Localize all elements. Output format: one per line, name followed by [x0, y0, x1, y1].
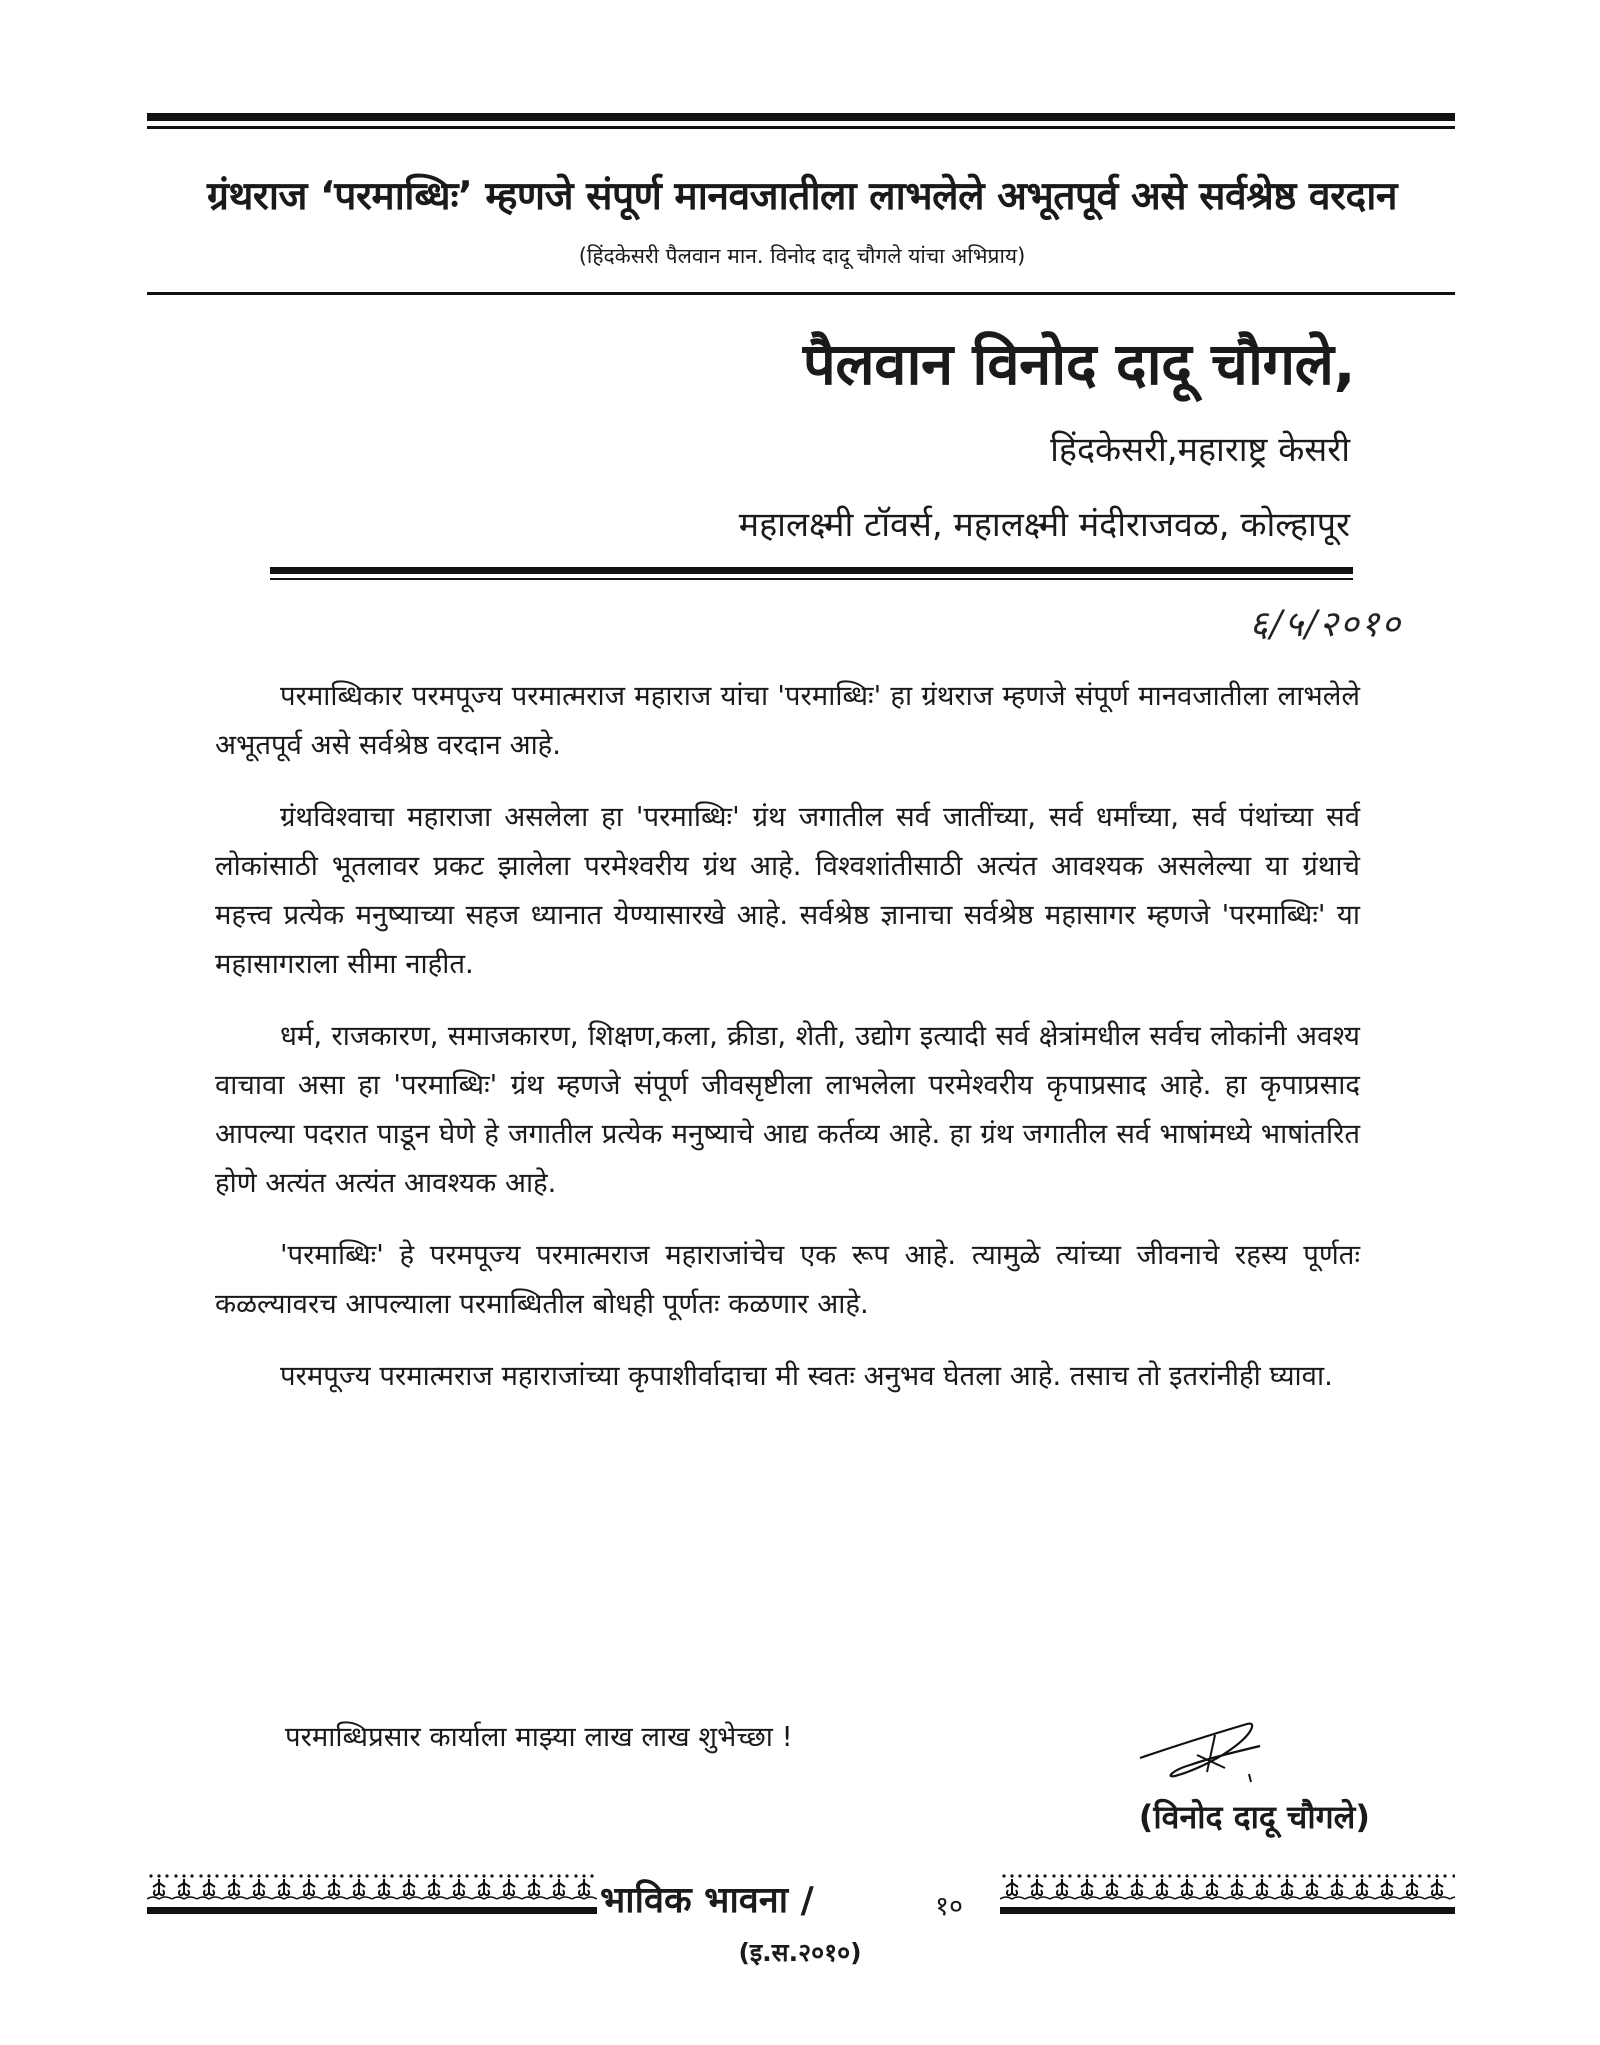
- page-number: १०: [935, 1891, 964, 1922]
- closing-wishes: परमाब्धिप्रसार कार्याला माझ्या लाख लाख शुभेच्छा !: [285, 1721, 793, 1753]
- header-divider: [147, 292, 1455, 295]
- publication-name: भाविक भावना /: [600, 1880, 814, 1921]
- paragraph: ग्रंथविश्वाचा महाराजा असलेला हा 'परमाब्धिः' ग्रंथ जगातील सर्व जातींच्या, सर्व धर्मांच्या, सर्व पंथांच्या सर्व लोकांसाठी भूतलावर प्रकट झालेला परमेश्वरीय ग्रंथ आहे. विश्वशांतीसाठी अत्यंत आवश्यक असलेल्या या ग्रंथाचे महत्त्व प्रत्येक मनुष्याच्या सहज ध्यानात येण्यासारखे आहे. सर्वश्रेष्ठ ज्ञानाचा सर्वश्रेष्ठ महासागर म्हणजे 'परमाब्धिः' या महासागराला सीमा नाहीत.: [215, 801, 1360, 980]
- author-address: महालक्ष्मी टॉवर्स, महालक्ष्मी मंदीराजवळ, कोल्हापूर: [738, 505, 1350, 545]
- signatory-name: (विनोद दादू चौगले): [1138, 1798, 1370, 1836]
- author-titles: हिंदकेसरी,महाराष्ट्र केसरी: [1050, 430, 1350, 470]
- handwritten-date: ६/५/२०१०: [1249, 604, 1402, 645]
- author-name: पैलवान विनोद दादू चौगले,: [802, 330, 1355, 398]
- top-rule-thin: [147, 126, 1455, 129]
- address-rule-thick: [270, 567, 1353, 574]
- article-subtitle: (हिंदकेसरी पैलवान मान. विनोद दादू चौगले यांचा अभिप्राय): [578, 244, 1026, 268]
- letter-body: [215, 672, 1360, 1424]
- signature-scribble: [1135, 1710, 1275, 1790]
- footer-ornament-right: [1000, 1873, 1455, 1918]
- paragraph: 'परमाब्धिः' हे परमपूज्य परमात्मराज महाराजांचेच एक रूप आहे. त्यामुळे त्यांच्या जीवनाचे रहस्य पूर्णतः कळल्यावरच आपल्याला परमाब्धितील बोधही पूर्णतः कळणार आहे.: [215, 1239, 1360, 1320]
- top-rule-thick: [147, 113, 1455, 121]
- publication-year: (इ.स.२०१०): [738, 1938, 862, 1967]
- address-rule-thin: [270, 578, 1353, 580]
- paragraph: परमाब्धिकार परमपूज्य परमात्मराज महाराज यांचा 'परमाब्धिः' हा ग्रंथराज म्हणजे संपूर्ण मानवजातीला लाभलेले अभूतपूर्व असे सर्वश्रेष्ठ वरदान आहे.: [215, 680, 1360, 761]
- article-title: ग्रंथराज ‘परमाब्धिः’ म्हणजे संपूर्ण मानवजातीला लाभलेले अभूतपूर्व असे सर्वश्रेष्ठ वरदान: [207, 174, 1397, 219]
- paragraph: धर्म, राजकारण, समाजकारण, शिक्षण,कला, क्रीडा, शेती, उद्योग इत्यादी सर्व क्षेत्रांमधील सर्वच लोकांनी अवश्य वाचावा असा हा 'परमाब्धिः' ग्रंथ म्हणजे संपूर्ण जीवसृष्टीला लाभलेला परमेश्वरीय कृपाप्रसाद आहे. हा कृपाप्रसाद आपल्या पदरात पाडून घेणे हे जगातील प्रत्येक मनुष्याचे आद्य कर्तव्य आहे. हा ग्रंथ जगातील सर्व भाषांमध्ये भाषांतरित होणे अत्यंत अत्यंत आवश्यक आहे.: [215, 1020, 1360, 1199]
- footer-ornament-left: [147, 1873, 597, 1918]
- paragraph: परमपूज्य परमात्मराज महाराजांच्या कृपाशीर्वादाचा मी स्वतः अनुभव घेतला आहे. तसाच तो इतरांनीही घ्यावा.: [280, 1360, 1333, 1392]
